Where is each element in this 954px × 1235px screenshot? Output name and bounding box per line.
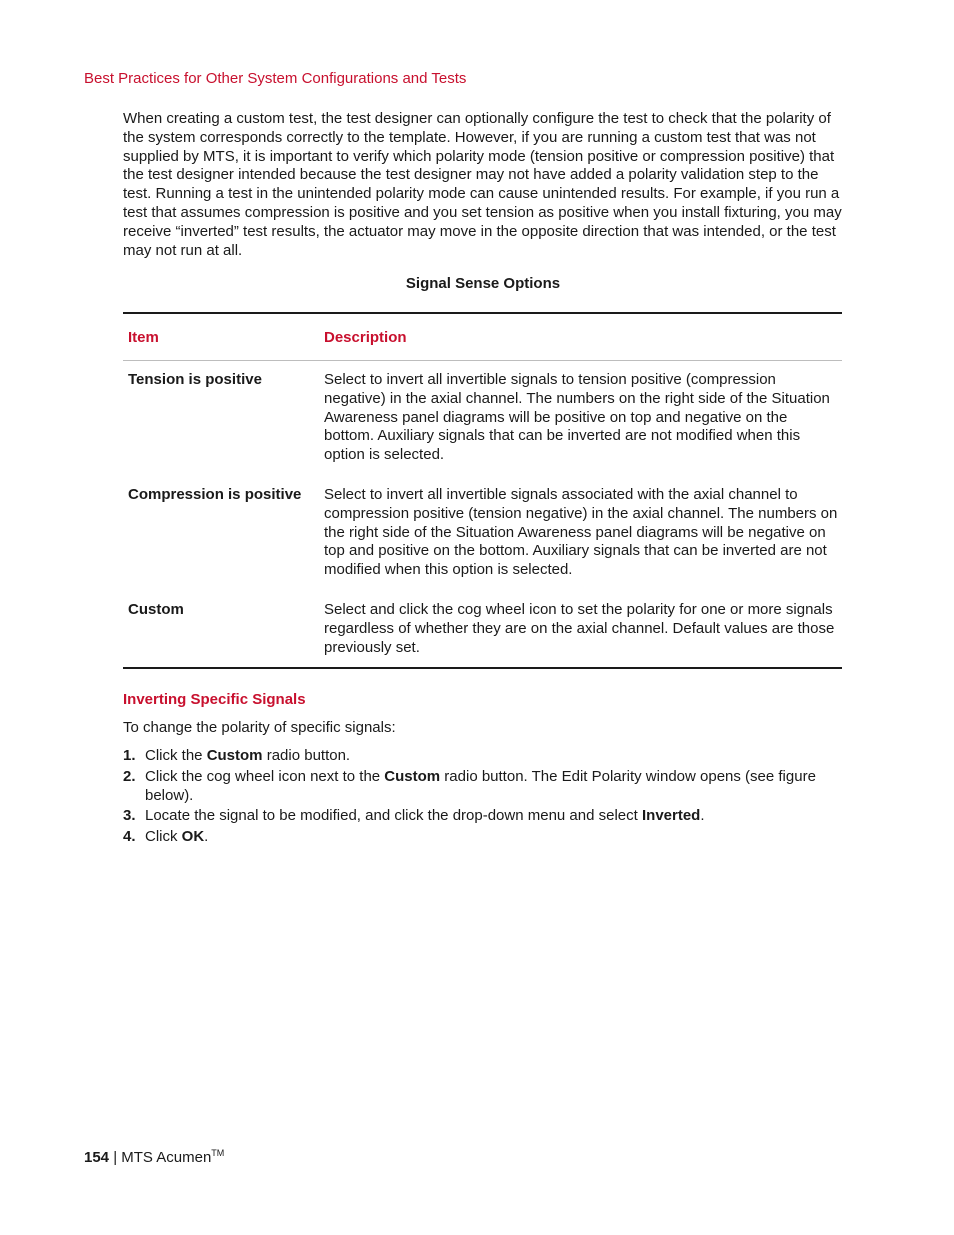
step-text: Click OK. <box>145 828 209 846</box>
step-text: Locate the signal to be modified, and click the drop-down menu and select Inverted. <box>145 807 705 825</box>
section-heading: Inverting Specific Signals <box>123 691 306 708</box>
running-header: Best Practices for Other System Configurations and Tests <box>84 70 467 87</box>
table-row <box>123 580 842 667</box>
steps-list <box>123 747 843 849</box>
list-item <box>123 747 843 766</box>
step-text: Click the Custom radio button. <box>145 747 351 764</box>
table-title: Signal Sense Options <box>405 275 561 292</box>
list-item <box>123 828 843 847</box>
page-footer <box>84 1148 224 1166</box>
step-number: 4. <box>123 828 136 846</box>
header-item: Item <box>128 328 159 346</box>
row-description: Select to invert all invertible signals to tension positive (compression negative) in the axial channel. The numbers on the right side of the Situation Awareness panel diagrams will be positive on top and negative on the bottom. Auxiliary signals that can be inverted are not modified when this option is selected. <box>324 371 830 464</box>
header-description: Description <box>324 328 407 346</box>
row-item: Compression is positive <box>128 485 302 503</box>
page-number: 154 <box>84 1149 110 1166</box>
step-number: 3. <box>123 807 136 825</box>
intro-paragraph: When creating a custom test, the test designer can optionally configure the test to check that the polarity of the system corresponds correctly to the template. However, if you are running a custom test that was not supplied by MTS, it is important to verify which polarity mode (tension positive or compression positive) that the test designer intended because the test designer may not have added a polarity validation step to the test. Running a test in the unintended polarity mode can cause unintended results. For example, if you run a test that assumes compression is positive and you set tension as positive when you install fixturing, you may receive “inverted” test results, the actuator may move in the opposite direction that was intended, or the test may not run at all. <box>123 110 842 259</box>
step-number: 2. <box>123 767 136 785</box>
table-row <box>123 465 842 580</box>
row-item: Tension is positive <box>128 371 262 388</box>
trademark: TM <box>211 1148 225 1158</box>
table-row <box>123 361 842 465</box>
signal-sense-table <box>123 312 842 669</box>
list-item <box>123 807 843 826</box>
step-text: Click the cog wheel icon next to the Custom radio button. The Edit Polarity window opens (see figure below). <box>145 767 816 804</box>
row-item: Custom <box>128 600 184 618</box>
section-lead: To change the polarity of specific signals: <box>123 719 396 736</box>
list-item <box>123 768 843 806</box>
footer-product: | MTS Acumen <box>109 1149 212 1166</box>
row-description: Select to invert all invertible signals associated with the axial channel to compression positive (tension negative) in the axial channel. The numbers on the right side of the Situation Awareness panel diagrams will be negative on top and positive on the bottom. Auxiliary signals that can be inverted are not modified when this option is selected. <box>324 485 838 579</box>
row-description: Select and click the cog wheel icon to set the polarity for one or more signals regardless of whether they are on the axial channel. Default values are those previously set. <box>324 600 835 656</box>
step-number: 1. <box>123 747 136 764</box>
table-header-row <box>123 314 842 361</box>
